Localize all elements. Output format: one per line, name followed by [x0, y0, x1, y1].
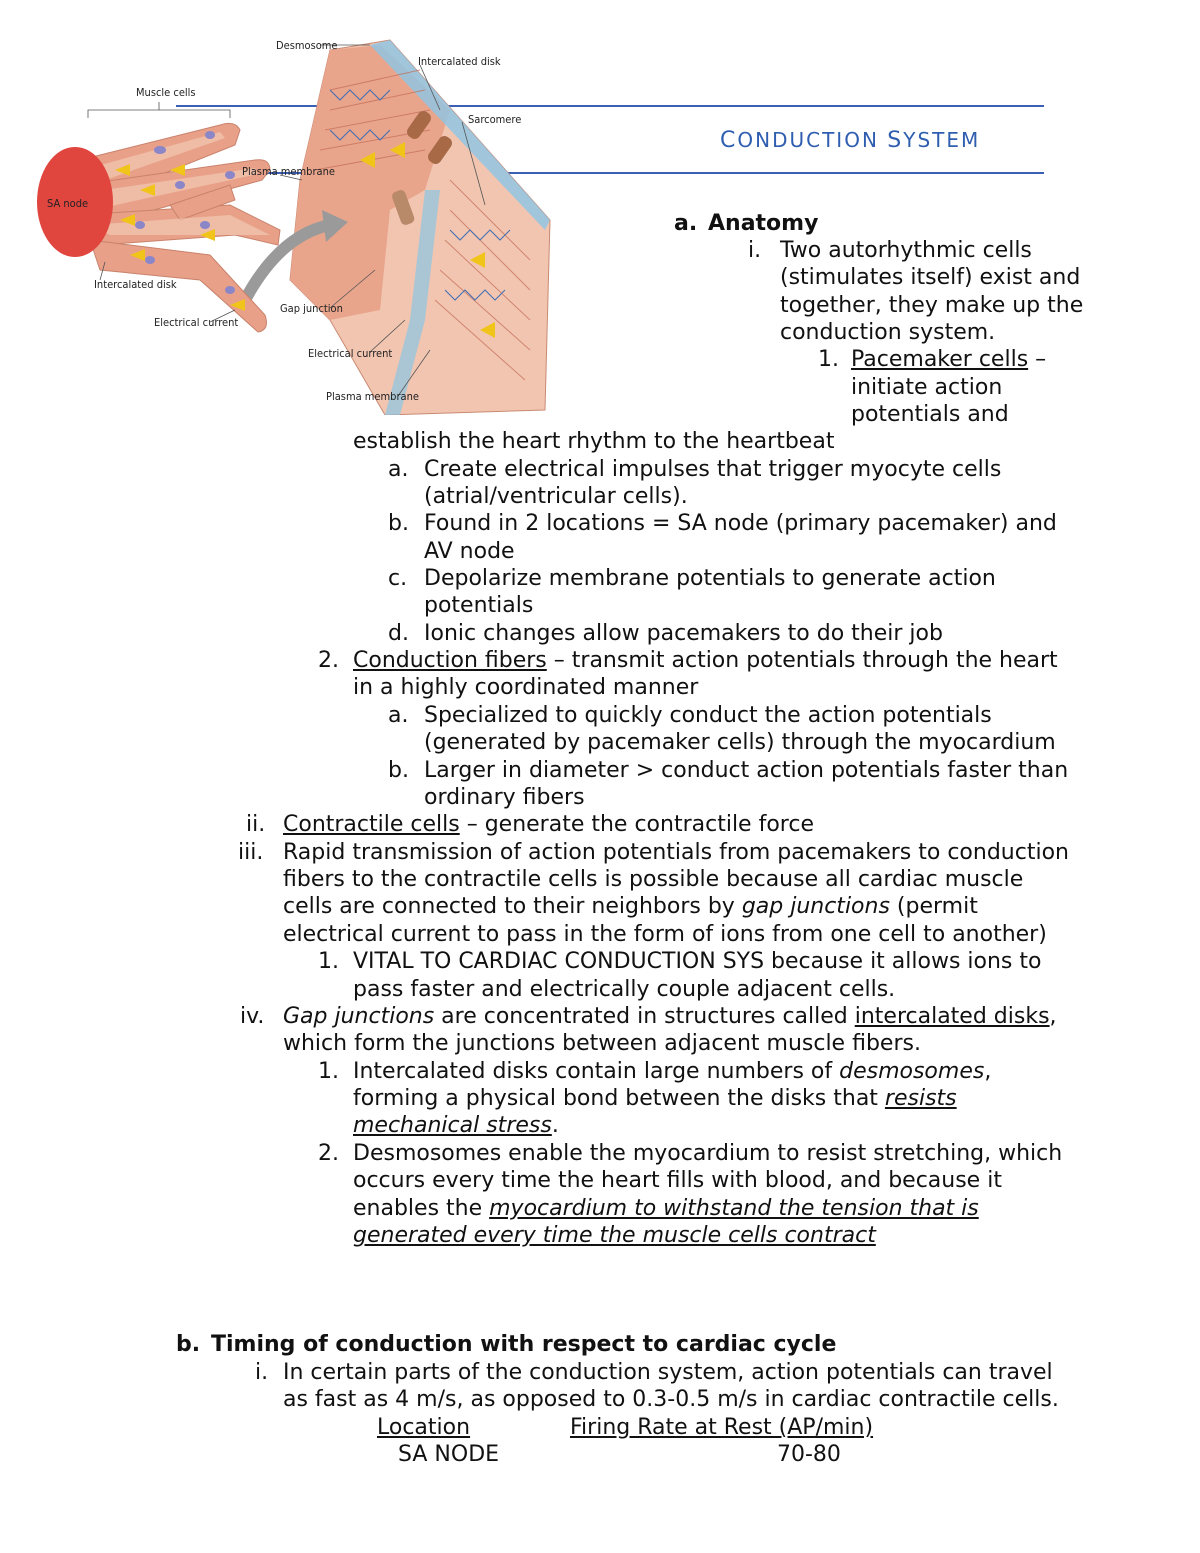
label-gap-junction: Gap junction [280, 302, 343, 315]
b-i-line-1: In certain parts of the conduction system, action potentials can travel [283, 1360, 1053, 1385]
table-header-location: Location [377, 1415, 471, 1440]
iv-2-line-4: generated every time the muscle cells contract [353, 1223, 876, 1248]
pacemaker-heading: Pacemaker cells – [851, 347, 1047, 372]
a-iii-line-1: Rapid transmission of action potentials from pacemakers to conduction [283, 840, 1069, 865]
vital-marker: 1. [318, 949, 339, 974]
a-ii-marker: ii. [246, 812, 266, 837]
pace-item-c-marker: c. [388, 566, 408, 591]
a-i-line-1: Two autorhythmic cells [780, 238, 1032, 263]
pacemaker-line-2: potentials and [851, 402, 1009, 427]
label-sa-node: SA node [47, 197, 89, 210]
iv-1-marker: 1. [318, 1059, 339, 1084]
pace-item-c-line-1: Depolarize membrane potentials to generate action [424, 566, 996, 591]
a-iii-line-4: electrical current to pass in the form of ions from one cell to another) [283, 922, 1047, 947]
pacemaker-line-3: establish the heart rhythm to the heartbeat [353, 429, 835, 454]
b-i-marker: i. [255, 1360, 269, 1385]
iv-1-line-2: forming a physical bond between the disks that resists [353, 1086, 957, 1111]
iv-1-line-1: Intercalated disks contain large numbers of desmosomes, [353, 1059, 992, 1084]
section-b-title: Timing of conduction with respect to cardiac cycle [211, 1332, 837, 1357]
label-electrical-current-left: Electrical current [154, 316, 239, 329]
pace-item-b-line-2: AV node [424, 539, 515, 564]
label-intercalated-disk: Intercalated disk [418, 55, 501, 68]
vital-line-1: VITAL TO CARDIAC CONDUCTION SYS because it allows ions to [353, 949, 1042, 974]
cond-item-b-line-1: Larger in diameter > conduct action potentials faster than [424, 758, 1069, 783]
a-ii-text: Contractile cells – generate the contractile force [283, 812, 814, 837]
section-a-title: Anatomy [708, 211, 819, 236]
label-plasma-membrane: Plasma membrane [242, 165, 335, 178]
pace-item-d-marker: d. [388, 621, 409, 646]
iv-2-line-2: occurs every time the heart fills with blood, and because it [353, 1168, 1002, 1193]
section-b-marker: b. [176, 1332, 201, 1357]
a-iv-marker: iv. [240, 1004, 265, 1029]
pace-item-b-marker: b. [388, 511, 409, 536]
cond-item-a-line-2: (generated by pacemaker cells) through the myocardium [424, 730, 1056, 755]
pace-item-c-line-2: potentials [424, 593, 534, 618]
pacemaker-line-1: initiate action [851, 375, 1003, 400]
pace-item-a-marker: a. [388, 457, 409, 482]
cond-item-b-line-2: ordinary fibers [424, 785, 585, 810]
cardiac-muscle-figure [30, 30, 570, 415]
iv-2-line-3: enables the myocardium to withstand the tension that is [353, 1196, 979, 1221]
contractile-cells-term: Contractile cells [283, 812, 460, 837]
pace-item-a-line-2: (atrial/ventricular cells). [424, 484, 688, 509]
iv-1-line-3: mechanical stress. [353, 1113, 559, 1138]
iv-2-marker: 2. [318, 1141, 339, 1166]
pace-item-b-line-1: Found in 2 locations = SA node (primary pacemaker) and [424, 511, 1057, 536]
table-header-firing-rate: Firing Rate at Rest (AP/min) [570, 1415, 874, 1440]
label-electrical-current: Electrical current [308, 347, 393, 360]
iv-2-line-1: Desmosomes enable the myocardium to resist stretching, which [353, 1141, 1063, 1166]
a-iii-line-3: cells are connected to their neighbors by gap junctions (permit [283, 894, 978, 919]
a-iv-line-2: which form the junctions between adjacent muscle fibers. [283, 1031, 921, 1056]
table-cell-location: SA NODE [398, 1442, 500, 1467]
b-i-line-2: as fast as 4 m/s, as opposed to 0.3-0.5 m/s in cardiac contractile cells. [283, 1387, 1059, 1412]
a-iii-line-2: fibers to the contractile cells is possible because all cardiac muscle [283, 867, 1024, 892]
a-i-line-4: conduction system. [780, 320, 996, 345]
pace-item-d-line-1: Ionic changes allow pacemakers to do their job [424, 621, 943, 646]
pacemaker-term: Pacemaker cells [851, 347, 1029, 372]
conduction-heading: Conduction fibers – transmit action potentials through the heart [353, 648, 1058, 673]
a-iii-marker: iii. [238, 840, 264, 865]
label-intercalated-disk-left: Intercalated disk [94, 278, 177, 291]
conduction-term: Conduction fibers [353, 648, 547, 673]
label-desmosome: Desmosome [276, 39, 338, 52]
pacemaker-marker: 1. [818, 347, 839, 372]
label-sarcomere: Sarcomere [468, 113, 522, 126]
a-i-line-2: (stimulates itself) exist and [780, 265, 1081, 290]
conduction-line-2: in a highly coordinated manner [353, 675, 699, 700]
a-iv-line-1: Gap junctions are concentrated in structures called intercalated disks, [283, 1004, 1057, 1029]
cond-item-a-marker: a. [388, 703, 409, 728]
label-plasma-membrane-bottom: Plasma membrane [326, 390, 419, 403]
section-a-marker: a. [674, 211, 698, 236]
table-cell-rate: 70-80 [777, 1442, 841, 1467]
cond-item-a-line-1: Specialized to quickly conduct the action potentials [424, 703, 992, 728]
page-title: CONDUCTION SYSTEM [720, 128, 981, 153]
label-muscle-cells: Muscle cells [136, 86, 196, 99]
pace-item-a-line-1: Create electrical impulses that trigger myocyte cells [424, 457, 1002, 482]
vital-line-2: pass faster and electrically couple adjacent cells. [353, 977, 896, 1002]
cond-item-b-marker: b. [388, 758, 409, 783]
a-i-marker: i. [748, 238, 762, 263]
a-i-line-3: together, they make up the [780, 293, 1084, 318]
conduction-marker: 2. [318, 648, 339, 673]
